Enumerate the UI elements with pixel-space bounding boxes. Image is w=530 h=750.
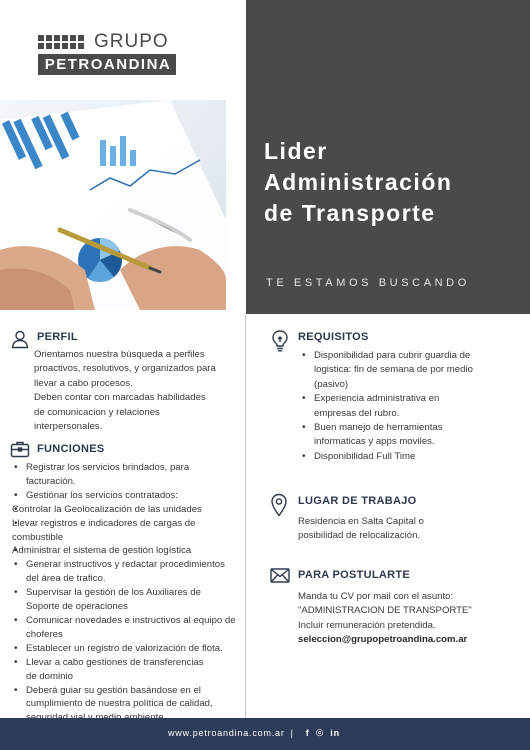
location-pin-icon: [270, 493, 288, 522]
envelope-icon: [270, 568, 290, 588]
funciones-list: [12, 461, 240, 725]
perfil-heading: PERFIL: [37, 331, 78, 343]
perfil-line: de comunicacion y relaciones: [34, 406, 160, 418]
funciones-item: • Deberá guiar su gestión basándose en el cumplimiento de nuestra política de calidad,: [12, 684, 240, 726]
website-link[interactable]: www.petroandina.com.ar: [168, 727, 285, 738]
perfil-line: llevar a cabo procesos.: [34, 377, 133, 389]
funciones-item: • Registrar los servicios brindados, para facturación.: [12, 461, 202, 489]
perfil-line: interpersonales.: [34, 421, 103, 433]
person-icon: [10, 329, 30, 354]
job-title: [264, 136, 524, 229]
briefcase-icon: [10, 440, 30, 463]
funciones-heading: FUNCIONES: [37, 443, 105, 455]
perfil-line: Deben contar con marcadas habilidades: [34, 392, 206, 404]
instagram-icon[interactable]: ◎: [315, 727, 325, 737]
requisitos-item: • Disponibilidad para cubrir guardia de logistica: fin de semana de por medio (pasivo): [300, 349, 488, 392]
funciones-item: • Comunicar novedades e instructivos al equipo de choferes: [12, 614, 240, 642]
job-title-line-1: Lider: [264, 138, 328, 164]
requisitos-item: • Disponibilidad Full Time: [300, 450, 488, 464]
lugar-text: [298, 515, 498, 544]
funciones-item: • Gestiónar los servicios contratados:: [12, 489, 240, 503]
postularte-line: Manda tu CV por mail con el asunto:: [298, 591, 454, 602]
lightbulb-icon: [270, 329, 290, 358]
postularte-text: [298, 590, 523, 648]
facebook-icon[interactable]: f: [305, 727, 310, 738]
perfil-text: [34, 348, 239, 434]
footer-bar: [0, 718, 530, 750]
funciones-item: • Establecer un registro de valorización de flota.: [12, 642, 240, 656]
postularte-line: "ADMINISTRACION DE TRANSPORTE": [298, 605, 472, 617]
logo-word-grupo: GRUPO: [94, 31, 169, 52]
requisitos-list: [300, 349, 488, 464]
postularte-line: Incluir remuneración pretendida.: [298, 619, 436, 631]
funciones-subitem: • Llevar registros e indicadores de cargas de combustible: [12, 517, 217, 545]
funciones-item: • Generar instructivos y redactar procedimientos del área de trafico.: [12, 558, 240, 586]
funciones-subitem: • Administrar el sistema de gestión logística: [12, 544, 240, 558]
job-title-line-3: de Transporte: [264, 200, 436, 226]
lugar-line: Residencia en Salta Capital o: [298, 516, 424, 527]
requisitos-item: • Experiencia administrativa en empresas del rubro.: [300, 392, 470, 421]
perfil-line: Orientamos nuestra búsqueda a perfiles: [34, 349, 205, 360]
linkedin-icon[interactable]: in: [330, 727, 340, 738]
company-logo: [38, 32, 178, 75]
contact-email-link[interactable]: seleccion@grupopetroandina.com.ar: [298, 634, 468, 646]
perfil-line: proactivos, resolutivos, y organizados para: [34, 363, 216, 375]
funciones-item: • Supervisar la gestión de los Auxiliares de Soporte de operaciones: [12, 586, 212, 614]
requisitos-item: • Buen manejo de herramientas informaticas y apps moviles.: [300, 421, 480, 450]
lugar-heading: LUGAR DE TRABAJO: [298, 495, 417, 507]
funciones-item: • Llevar a cabo gestiones de transferencias de dominio: [12, 656, 212, 684]
funciones-subitem: • Controlar la Geolocalización de las unidades: [12, 503, 240, 517]
lugar-line: posibilidad de relocalización.: [298, 530, 421, 542]
footer-separator: |: [290, 727, 294, 738]
hands-with-charts-photo: [0, 100, 226, 310]
logo-word-petroandina: PETROANDINA: [38, 54, 176, 75]
column-divider: [245, 314, 246, 718]
postularte-heading: PARA POSTULARTE: [298, 569, 411, 581]
requisitos-heading: REQUISITOS: [298, 331, 369, 343]
logo-grid-icon: [38, 35, 84, 49]
tagline: TE ESTAMOS BUSCANDO: [266, 277, 470, 289]
job-title-line-2: Administración: [264, 169, 453, 195]
